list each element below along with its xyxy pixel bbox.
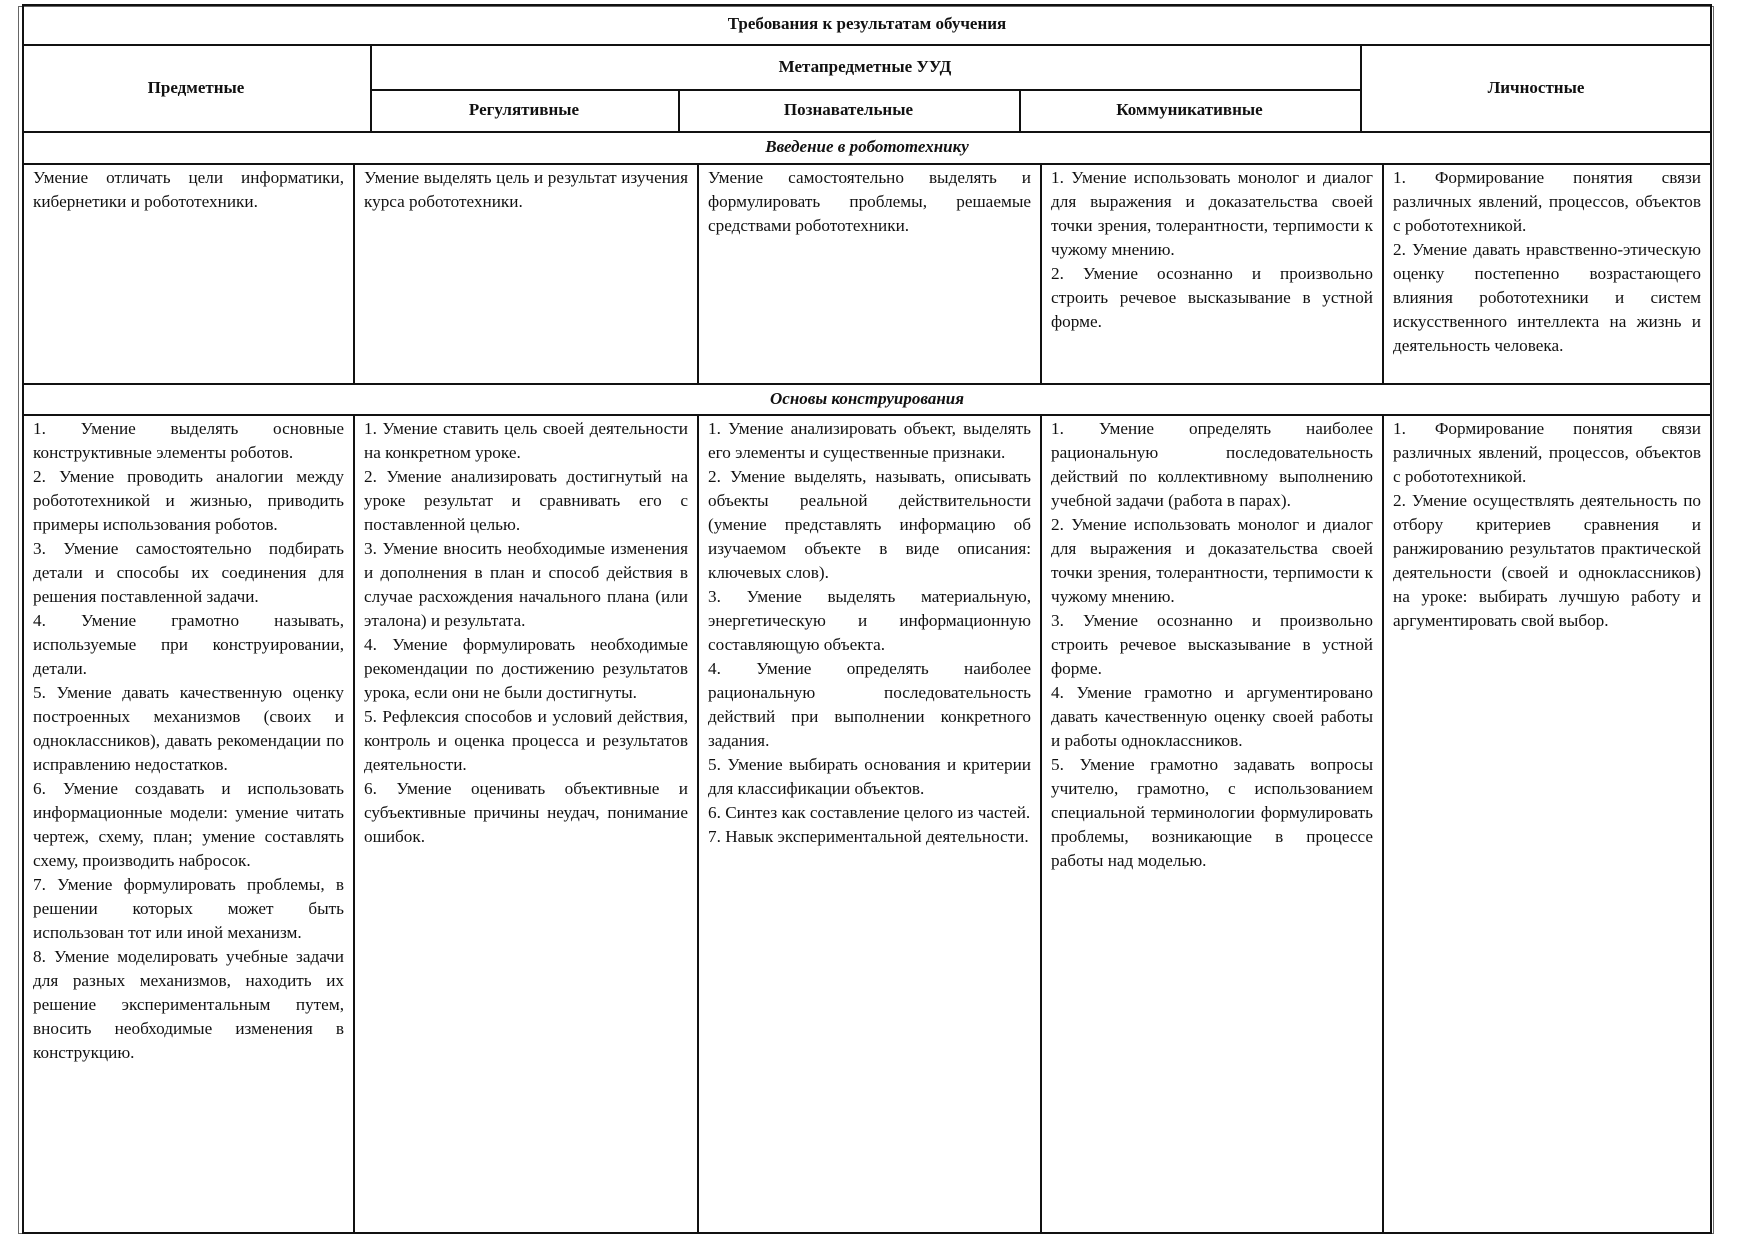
- cell-paragraph: 5. Умение грамотно задавать вопросы учителю, грамотно, с использованием специальной терминологии формулировать проблемы, возникающие в процессе работы над моделью.: [1051, 755, 1373, 870]
- cell-paragraph: 1. Формирование понятия связи различных явлений, процессов, объектов с робототехникой.: [1393, 419, 1701, 486]
- cell-paragraph: 3. Умение выделять материальную, энергетическую и информационную составляющую объекта.: [708, 587, 1031, 654]
- section-title-construction: Основы конструирования: [770, 388, 964, 408]
- cell-construction-subject: [24, 417, 353, 1232]
- cell-paragraph: 2. Умение проводить аналогии между робототехникой и жизнью, приводить примеры использования роботов.: [33, 467, 344, 534]
- rule: [22, 163, 1712, 165]
- cell-construction-regulatory: [355, 417, 697, 1232]
- cell-construction-personal: [1384, 417, 1710, 1232]
- rule: [22, 414, 1712, 416]
- cell-construction-cognitive: [699, 417, 1040, 1232]
- cell-paragraph: 2. Умение использовать монолог и диалог для выражения и доказательства своей точки зрения, толерантности, терпимости к чужому мнению.: [1051, 515, 1373, 606]
- cell-paragraph: 1. Умение ставить цель своей деятельности на конкретном уроке.: [364, 419, 688, 462]
- cell-intro-subject: [24, 166, 353, 382]
- cell-paragraph: 5. Умение давать качественную оценку построенных механизмов (своих и одноклассников), давать рекомендации по исправлению недостатков.: [33, 683, 344, 774]
- cell-paragraph: 3. Умение самостоятельно подбирать детали и способы их соединения для решения поставленной задачи.: [33, 539, 344, 606]
- cell-paragraph: 4. Умение определять наиболее рациональную последовательность действий при выполнении конкретного задания.: [708, 659, 1031, 750]
- cell-paragraph: 4. Умение грамотно и аргументировано давать качественную оценку своей работы и работы одноклассников.: [1051, 683, 1373, 750]
- cell-construction-communicative: [1042, 417, 1382, 1232]
- cell-paragraph: 8. Умение моделировать учебные задачи для разных механизмов, находить их решение экспериментальным путем, вносить необходимые изменения в конструкцию.: [33, 947, 344, 1062]
- cell-paragraph: 7. Навык экспериментальной деятельности.: [708, 827, 1029, 846]
- cell-paragraph: 1. Умение выделять основные конструктивные элементы роботов.: [33, 419, 344, 462]
- cell-paragraph: 1. Умение использовать монолог и диалог для выражения и доказательства своей точки зрения, толерантности, терпимости к чужому мнению.: [1051, 168, 1373, 259]
- cell-intro-communicative: [1042, 166, 1382, 382]
- cell-intro-cognitive: [699, 166, 1040, 382]
- header-communicative: Коммуникативные: [1116, 100, 1263, 119]
- header-subject: Предметные: [147, 77, 245, 97]
- cell-paragraph: 2. Умение выделять, называть, описывать объекты реальной действительности (умение представлять информацию об изучаемом объекте в виде описания: ключевых слов).: [708, 467, 1031, 582]
- cell-paragraph: 3. Умение осознанно и произвольно строить речевое высказывание в устной форме.: [1051, 611, 1373, 678]
- cell-paragraph: 6. Умение создавать и использовать информационные модели: умение читать чертеж, схему, план; умение составлять схему, производить набросок.: [33, 779, 344, 870]
- cell-paragraph: 1. Умение определять наиболее рациональную последовательность действий по коллективному выполнению учебной задачи (работа в парах).: [1051, 419, 1373, 510]
- header-meta-group: Метапредметные УУД: [778, 56, 952, 76]
- cell-paragraph: 7. Умение формулировать проблемы, в решении которых может быть использован тот или иной механизм.: [33, 875, 344, 942]
- cell-paragraph: 2. Умение давать нравственно-этическую оценку постепенно возрастающего влияния робототехники и систем искусственного интеллекта на жизнь и деятельность человека.: [1393, 240, 1701, 355]
- cell-intro-personal: [1384, 166, 1710, 382]
- cell-paragraph: 5. Рефлексия способов и условий действия, контроль и оценка процесса и результатов деятельности.: [364, 707, 688, 774]
- header-regulatory: Регулятивные: [468, 100, 580, 119]
- cell-paragraph: 5. Умение выбирать основания и критерии для классификации объектов.: [708, 755, 1031, 798]
- table-title: Требования к результатам обучения: [727, 14, 1007, 33]
- cell-paragraph: 2. Умение анализировать достигнутый на уроке результат и сравнивать его с поставленной целью.: [364, 467, 688, 534]
- cell-paragraph: 4. Умение формулировать необходимые рекомендации по достижению результатов урока, если они не были достигнуты.: [364, 635, 688, 702]
- cell-paragraph: 2. Умение осознанно и произвольно строить речевое высказывание в устной форме.: [1051, 264, 1373, 331]
- header-cognitive: Познавательные: [783, 100, 914, 119]
- cell-paragraph: 1. Умение анализировать объект, выделять его элементы и существенные признаки.: [708, 419, 1031, 462]
- cell-paragraph: Умение выделять цель и результат изучения курса робототехники.: [364, 168, 688, 211]
- cell-paragraph: 6. Умение оценивать объективные и субъективные причины неудач, понимание ошибок.: [364, 779, 688, 846]
- cell-paragraph: 6. Синтез как составление целого из частей.: [708, 803, 1031, 822]
- cell-paragraph: 2. Умение осуществлять деятельность по отбору критериев сравнения и ранжированию результатов практической деятельности (своей и одноклассников) на уроке: выбирать лучшую работу и аргументировать свой выбор.: [1393, 491, 1701, 630]
- cell-paragraph: Умение самостоятельно выделять и формулировать проблемы, решаемые средствами робототехники.: [708, 168, 1031, 235]
- cell-paragraph: 3. Умение вносить необходимые изменения и дополнения в план и способ действия в случае расхождения начального плана (или эталона) и результата.: [364, 539, 688, 630]
- cell-paragraph: 4. Умение грамотно называть, используемые при конструировании, детали.: [33, 611, 344, 678]
- cell-intro-regulatory: [355, 166, 697, 382]
- header-personal: Личностные: [1487, 77, 1585, 97]
- section-title-intro: Введение в робототехнику: [765, 137, 969, 156]
- cell-paragraph: Умение отличать цели информатики, кибернетики и робототехники.: [33, 168, 344, 211]
- cell-paragraph: 1. Формирование понятия связи различных явлений, процессов, объектов с робототехникой.: [1393, 168, 1701, 235]
